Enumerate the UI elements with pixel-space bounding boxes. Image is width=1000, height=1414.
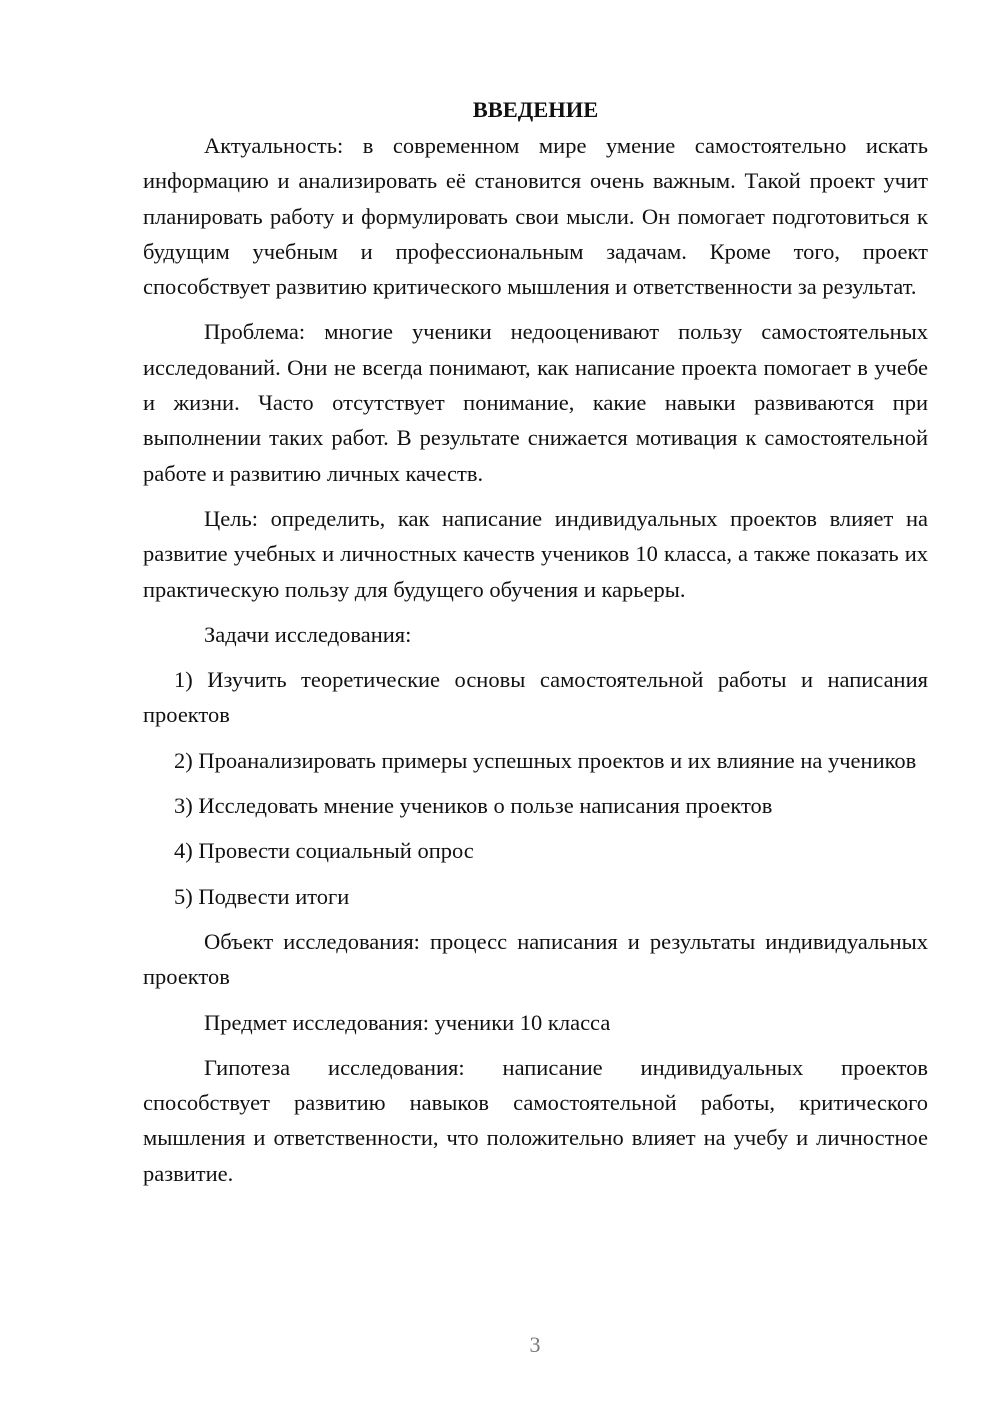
- problem-paragraph: Проблема: многие ученики недооценивают пользу самостоятельных исследований. Они не всегда понимают, как написание проекта помогает в учебе и жизни. Часто отсутствует понимание, какие навыки развиваются при выполнении таких работ. В результате снижается мотивация к самостоятельной работе и развитию личных качеств.: [143, 319, 928, 486]
- page-number: 3: [529, 1332, 541, 1357]
- section-title: ВВЕДЕНИЕ: [472, 97, 599, 122]
- tasks-heading: Задачи исследования:: [204, 621, 412, 647]
- goal-paragraph: Цель: определить, как написание индивидуальных проектов влияет на развитие учебных и личностных качеств учеников 10 класса, а также показать их практическую пользу для будущего обучения и карьеры.: [143, 505, 928, 602]
- document-page: [143, 92, 928, 1201]
- relevance-paragraph: Актуальность: в современном мире умение самостоятельно искать информацию и анализировать её становится очень важным. Такой проект учит планировать работу и формулировать свои мысли. Он помогает подготовиться к будущим учебным и профессиональным задачам. Кроме того, проект способствует развитию критического мышления и ответственности за результат.: [143, 133, 928, 300]
- task-item: 3) Исследовать мнение учеников о пользе написания проектов: [174, 793, 773, 819]
- task-item: 1) Изучить теоретические основы самостоятельной работы и написания проектов: [143, 667, 928, 728]
- subject-paragraph: Предмет исследования: ученики 10 класса: [204, 1009, 611, 1035]
- task-item: 4) Провести социальный опрос: [174, 838, 474, 864]
- task-item: 5) Подвести итоги: [174, 883, 350, 909]
- hypothesis-paragraph: Гипотеза исследования: написание индивидуальных проектов способствует развитию навыков самостоятельной работы, критического мышления и ответственности, что положительно влияет на учебу и личностное развитие.: [143, 1054, 928, 1186]
- object-paragraph: Объект исследования: процесс написания и результаты индивидуальных проектов: [143, 928, 928, 990]
- task-item: 2) Проанализировать примеры успешных проектов и их влияние на учеников: [174, 747, 917, 773]
